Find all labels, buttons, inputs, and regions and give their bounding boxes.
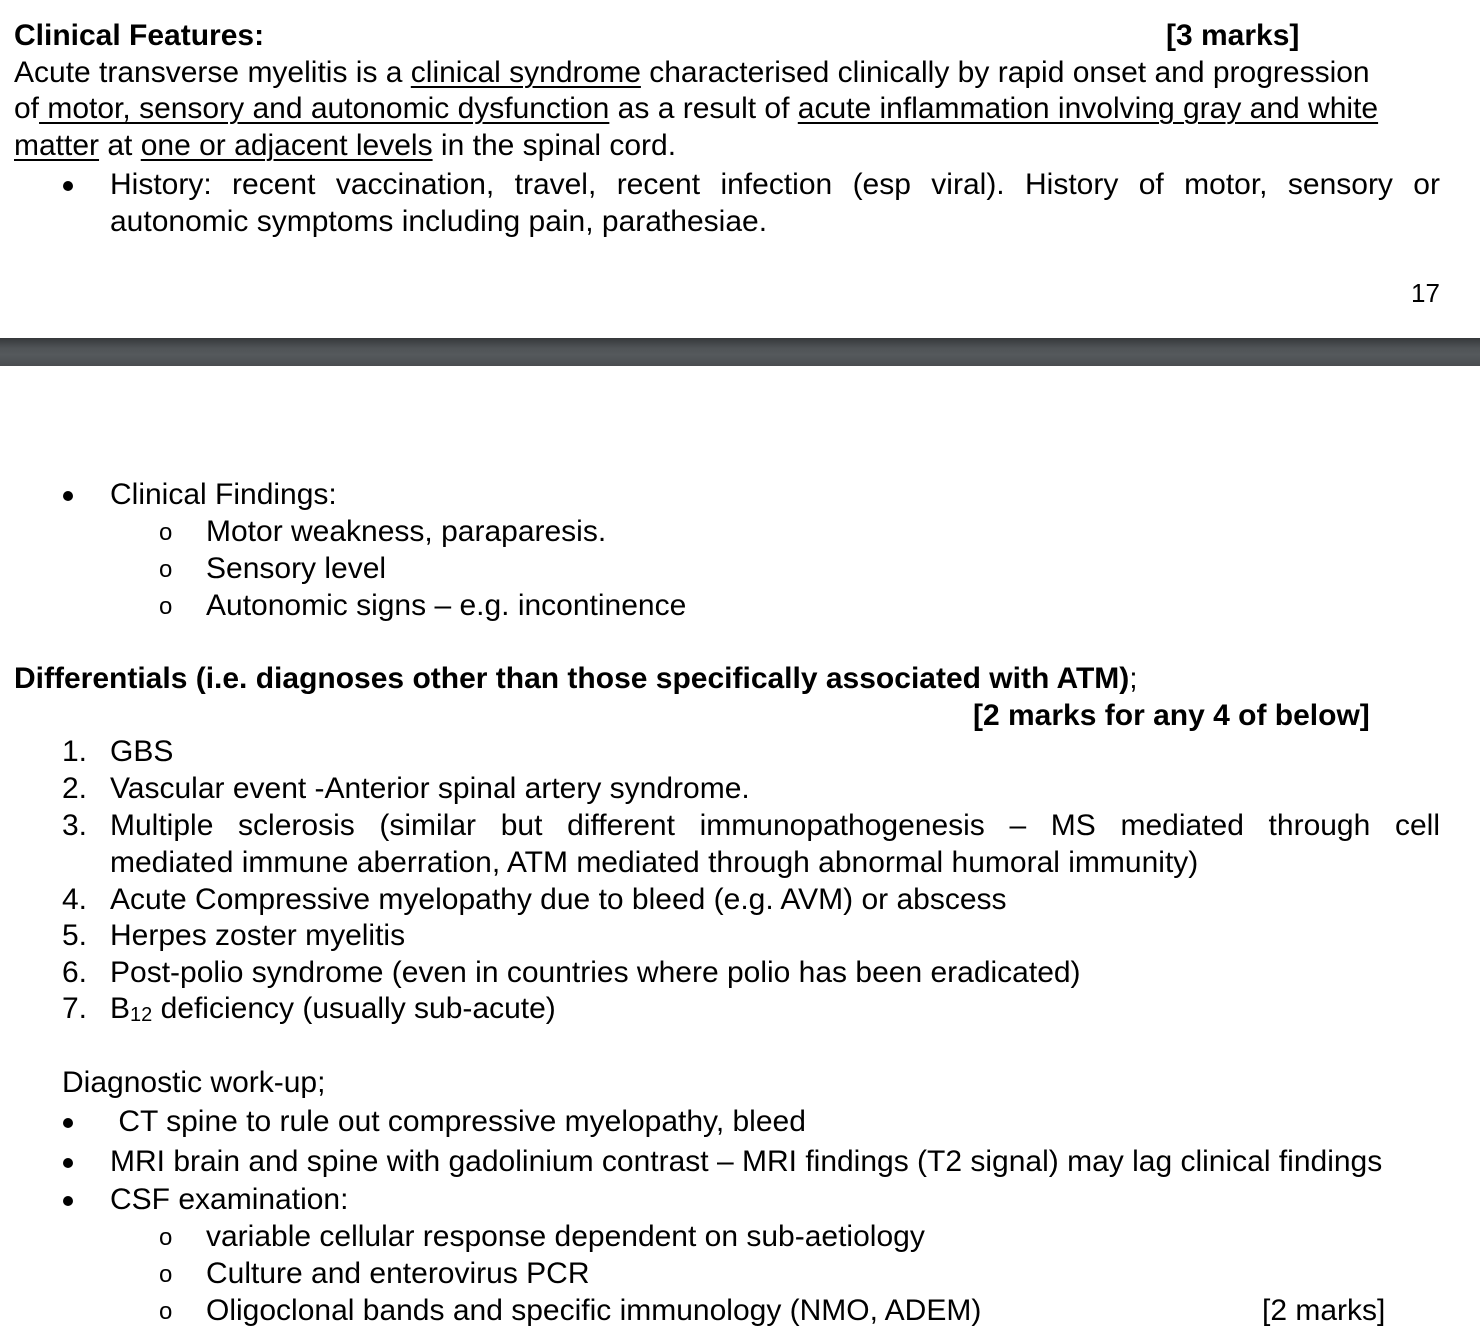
bullet-icon bbox=[63, 1158, 73, 1168]
section-title-clinical-features: Clinical Features: bbox=[14, 19, 265, 52]
definition-text: characterised clinically by rapid onset and progression bbox=[640, 56, 1370, 89]
differential-item bbox=[110, 991, 556, 1033]
definition-text: as a result of bbox=[609, 92, 798, 125]
page-number: 17 bbox=[1411, 278, 1440, 308]
differential-text: deficiency (usually sub-acute) bbox=[152, 992, 556, 1025]
list-number: 4. bbox=[62, 883, 88, 916]
list-number: 3. bbox=[62, 809, 88, 842]
workup-item: MRI brain and spine with gadolinium contrast – MRI findings (T2 signal) may lag clinical findings bbox=[110, 1145, 1383, 1178]
underlined-term: matter bbox=[14, 129, 100, 162]
list-number: 6. bbox=[62, 956, 88, 989]
circle-bullet-icon: o bbox=[159, 1224, 173, 1251]
circle-bullet-icon: o bbox=[159, 1261, 173, 1288]
definition-text: of bbox=[14, 92, 40, 125]
definition-line-2 bbox=[14, 91, 1440, 127]
clinical-finding-item: Sensory level bbox=[206, 552, 387, 585]
circle-bullet-icon: o bbox=[159, 1298, 173, 1325]
differential-item-continuation: mediated immune aberration, ATM mediated through abnormal humoral immunity) bbox=[110, 846, 1199, 879]
bullet-icon bbox=[63, 1118, 73, 1128]
csf-item: variable cellular response dependent on sub-aetiology bbox=[206, 1220, 925, 1253]
document-page-18 bbox=[0, 366, 1480, 1330]
workup-marks: [2 marks] bbox=[1262, 1294, 1386, 1327]
clinical-finding-item: Motor weakness, paraparesis. bbox=[206, 515, 607, 548]
differential-item: GBS bbox=[110, 735, 174, 768]
definition-text: Acute transverse myelitis is a bbox=[14, 56, 411, 89]
list-number: 2. bbox=[62, 772, 88, 805]
definition-text: in the spinal cord. bbox=[432, 129, 677, 162]
circle-bullet-icon: o bbox=[159, 519, 173, 546]
page-divider bbox=[0, 338, 1480, 366]
history-line-1: History: recent vaccination, travel, recent infection (esp viral). History of motor, sensory or bbox=[110, 168, 1440, 201]
definition-line-1 bbox=[14, 55, 1440, 91]
csf-item: Oligoclonal bands and specific immunology (NMO, ADEM) bbox=[206, 1294, 982, 1327]
section-marks: [3 marks] bbox=[1166, 19, 1300, 52]
definition-text: at bbox=[99, 129, 141, 162]
clinical-findings-label: Clinical Findings: bbox=[110, 478, 337, 511]
subscript: 12 bbox=[130, 1004, 153, 1026]
list-number: 5. bbox=[62, 919, 88, 952]
underlined-term: acute inflammation involving gray and white bbox=[797, 92, 1379, 125]
list-number: 7. bbox=[62, 992, 88, 1025]
bullet-icon bbox=[63, 1196, 73, 1206]
bullet-icon bbox=[63, 491, 73, 501]
history-line-2: autonomic symptoms including pain, parathesiae. bbox=[110, 205, 768, 238]
differentials-title-text: Differentials (i.e. diagnoses other than those specifically associated with ATM) bbox=[14, 662, 1130, 695]
definition-line-3 bbox=[14, 128, 676, 164]
circle-bullet-icon: o bbox=[159, 556, 173, 583]
circle-bullet-icon: o bbox=[159, 593, 173, 620]
differentials-title bbox=[14, 661, 1138, 697]
underlined-term: one or adjacent levels bbox=[140, 129, 433, 162]
workup-title: Diagnostic work-up; bbox=[62, 1066, 326, 1099]
workup-item: CSF examination: bbox=[110, 1183, 349, 1216]
csf-item: Culture and enterovirus PCR bbox=[206, 1257, 590, 1290]
list-number: 1. bbox=[62, 735, 88, 768]
differential-item: Herpes zoster myelitis bbox=[110, 919, 406, 952]
clinical-finding-item: Autonomic signs – e.g. incontinence bbox=[206, 589, 687, 622]
differential-item: Multiple sclerosis (similar but different immunopathogenesis – MS mediated through cell bbox=[110, 809, 1440, 842]
differential-item: Acute Compressive myelopathy due to bleed (e.g. AVM) or abscess bbox=[110, 883, 1007, 916]
bullet-icon bbox=[63, 181, 73, 191]
underlined-term: motor, sensory and autonomic dysfunction bbox=[39, 92, 610, 125]
underlined-term: clinical syndrome bbox=[410, 56, 641, 89]
differential-item: Vascular event -Anterior spinal artery syndrome. bbox=[110, 772, 750, 805]
differentials-marks: [2 marks for any 4 of below] bbox=[973, 699, 1370, 732]
document-page-17 bbox=[0, 0, 1480, 338]
differential-item: Post-polio syndrome (even in countries where polio has been eradicated) bbox=[110, 956, 1081, 989]
vitamin-letter: B bbox=[110, 992, 131, 1025]
workup-item: CT spine to rule out compressive myelopathy, bleed bbox=[110, 1105, 806, 1138]
differentials-title-suffix: ; bbox=[1129, 662, 1138, 695]
